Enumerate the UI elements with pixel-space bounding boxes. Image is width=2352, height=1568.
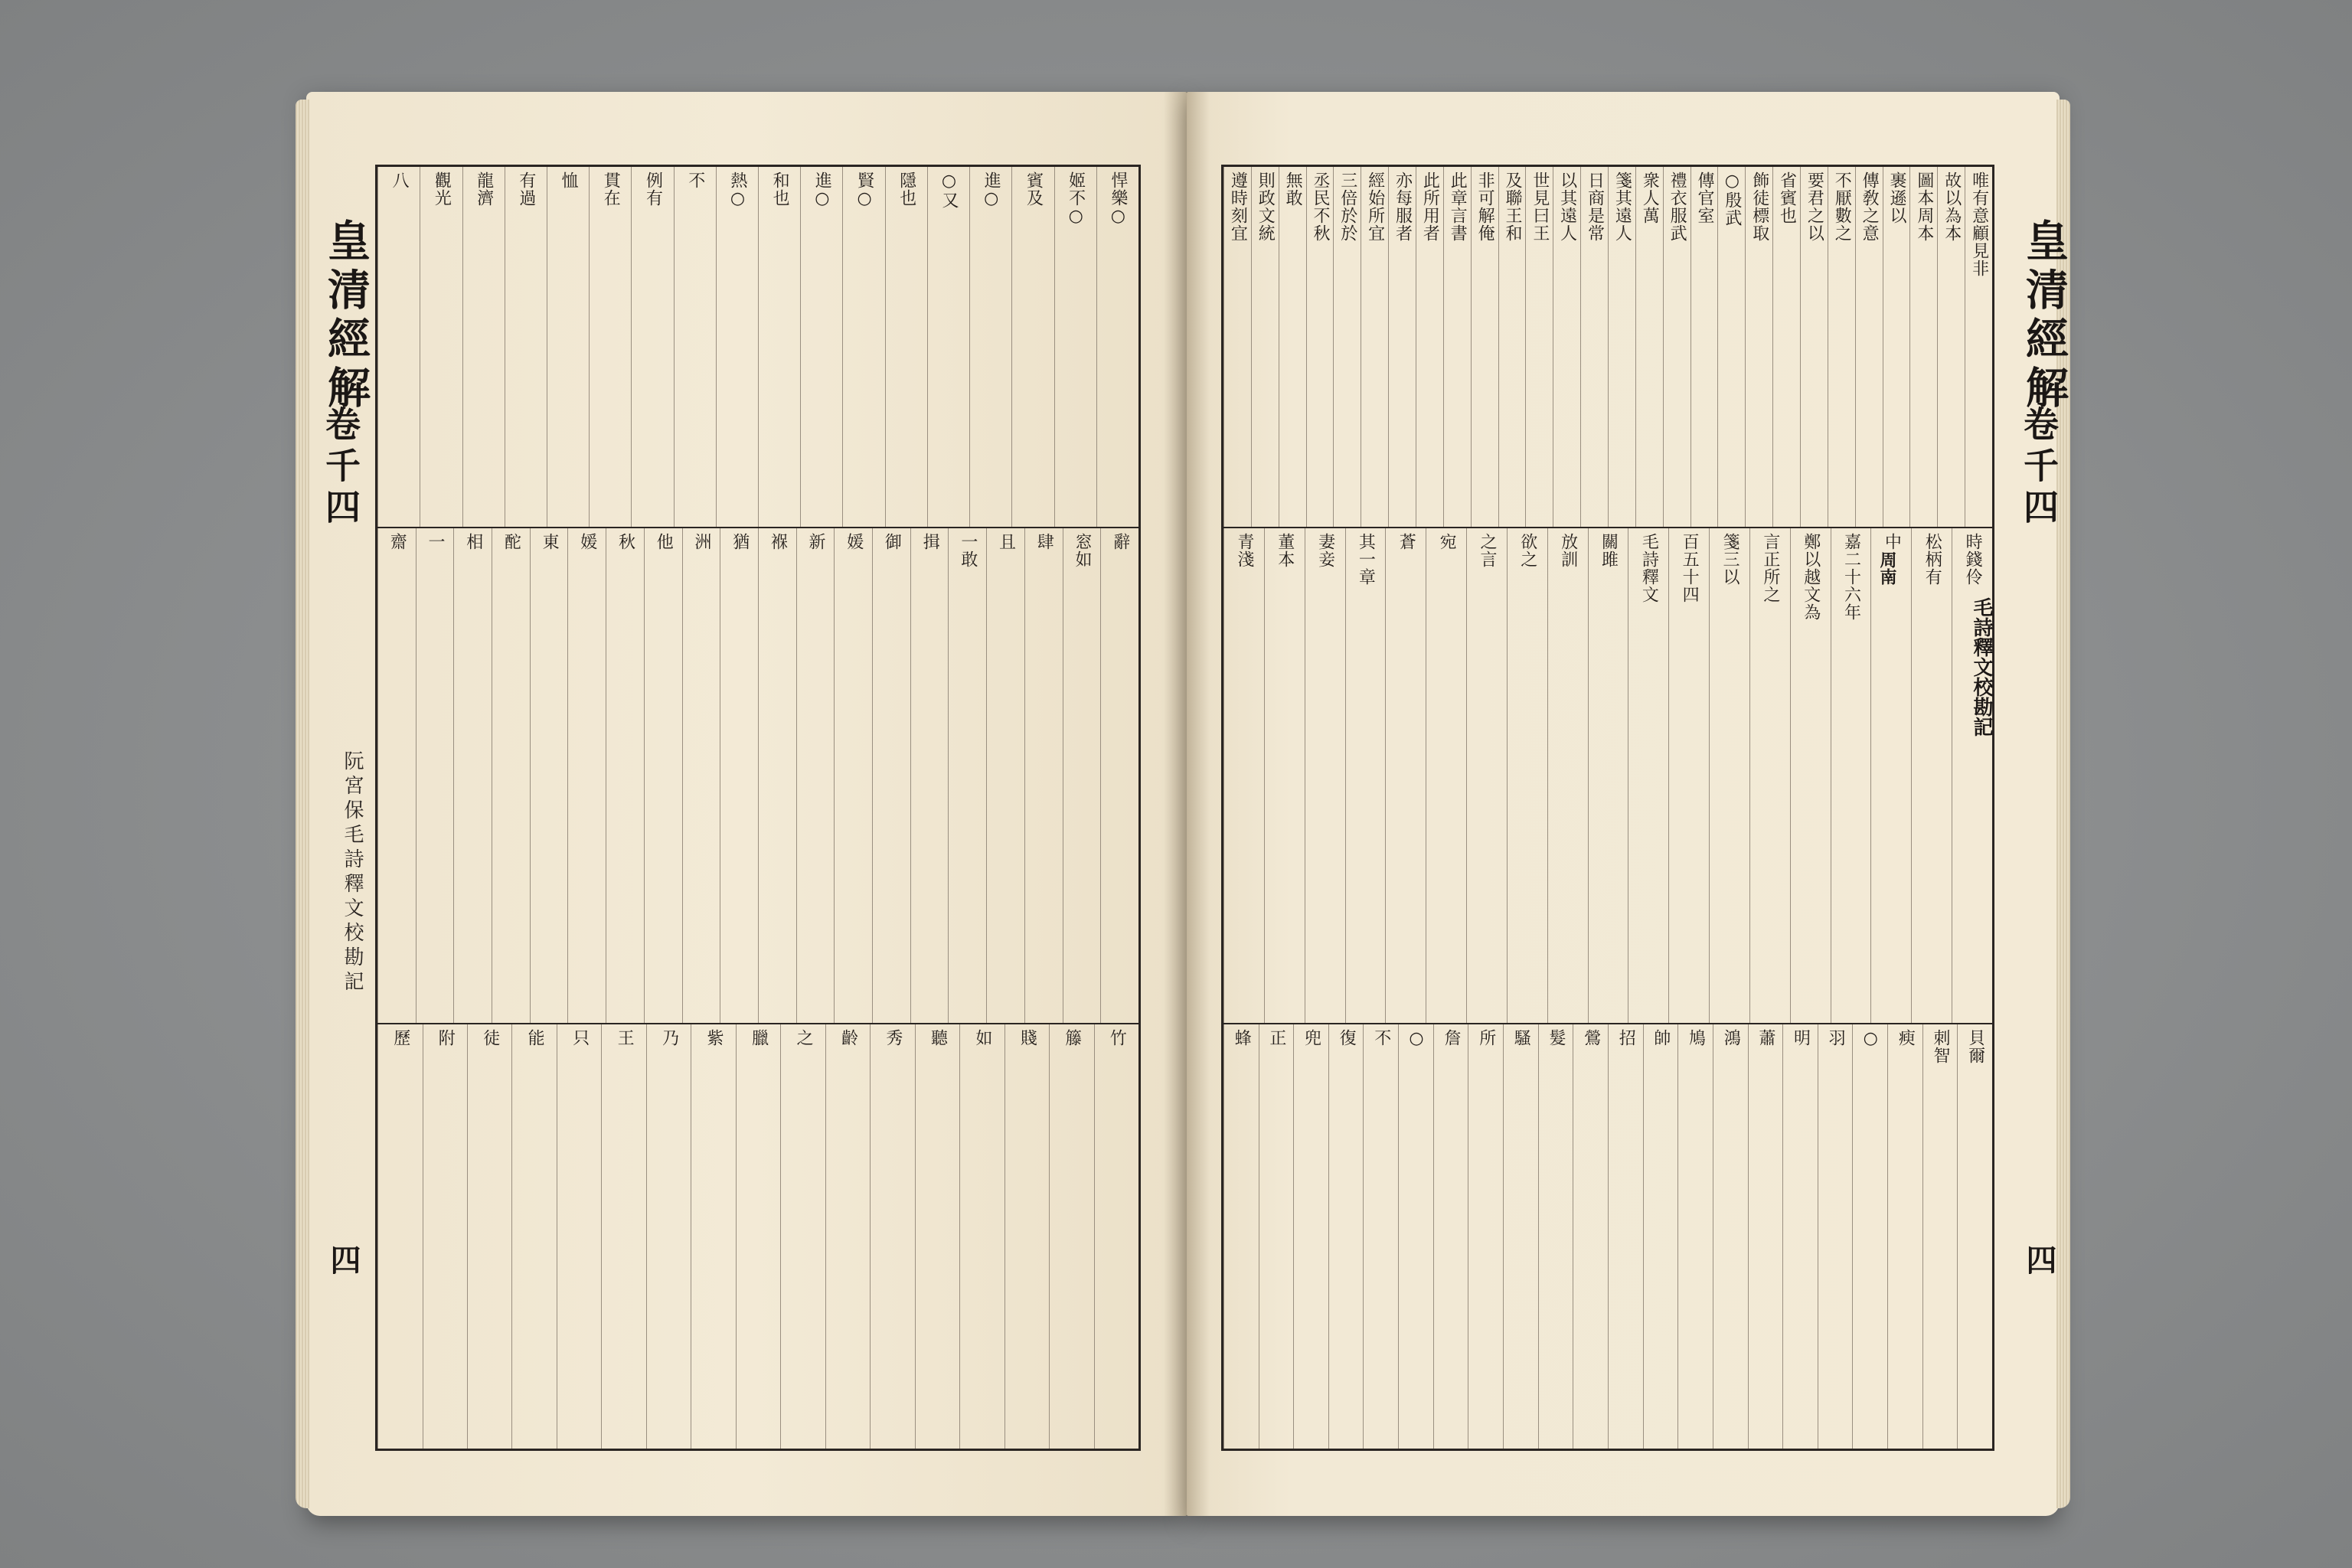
- text-column: 欲之: [1517, 533, 1537, 568]
- text-column: 媛: [844, 533, 864, 550]
- text-column: 裹遜以: [1886, 172, 1906, 224]
- text-column: 熱○: [727, 172, 747, 209]
- text-column: 酡: [501, 533, 521, 550]
- text-column: 一: [425, 533, 445, 550]
- text-column: 無敢: [1283, 172, 1303, 207]
- text-column: 衆人萬: [1640, 172, 1660, 224]
- text-column: 妻妾: [1315, 533, 1335, 568]
- left-text-frame: [375, 165, 1141, 1451]
- text-column: 恤: [559, 172, 579, 189]
- text-column: 故以為本: [1942, 172, 1962, 242]
- text-column: ○: [1860, 1029, 1880, 1049]
- text-column: 他: [654, 533, 674, 550]
- text-column: 之: [793, 1029, 813, 1047]
- text-column: 齋: [387, 533, 407, 550]
- text-column: 時錢伶: [1963, 533, 1983, 586]
- left-middle-register: [377, 528, 1138, 1023]
- text-column: 只: [570, 1029, 590, 1047]
- text-column: 新: [806, 533, 826, 550]
- right-bottom-register: [1223, 1024, 1992, 1449]
- text-column: 媛: [577, 533, 597, 550]
- text-column: 三倍於於: [1338, 172, 1357, 242]
- text-column: 如: [972, 1029, 992, 1047]
- text-column: 其一章: [1356, 533, 1376, 586]
- right-text-frame: [1221, 165, 1994, 1451]
- open-book: [306, 92, 2069, 1516]
- text-column: 能: [525, 1029, 545, 1047]
- text-column: 言正所之: [1760, 533, 1780, 603]
- text-column: 則政文統: [1256, 172, 1276, 242]
- text-column: 招: [1616, 1029, 1636, 1047]
- text-column: 此章言書: [1448, 172, 1468, 242]
- text-column: 宛: [1437, 533, 1457, 550]
- text-column: 毛詩釋文: [1639, 533, 1659, 603]
- text-column: 八: [390, 172, 410, 189]
- text-column: 放訓: [1558, 533, 1578, 568]
- text-column: 遵時刻宜: [1228, 172, 1248, 242]
- text-column: 肆: [1034, 533, 1054, 550]
- text-column: 松柄有: [1922, 533, 1942, 586]
- text-column: 賤: [1018, 1029, 1037, 1047]
- text-column: 刺智: [1931, 1029, 1951, 1064]
- text-column: 鳩: [1686, 1029, 1706, 1047]
- text-column: 要君之以: [1805, 172, 1824, 242]
- text-column: 經始所宜: [1365, 172, 1385, 242]
- text-column: 蜂: [1232, 1029, 1252, 1047]
- text-column: 明: [1791, 1029, 1811, 1047]
- text-column: 齡: [838, 1029, 858, 1047]
- text-column: 和也: [770, 172, 790, 207]
- text-column: 不厭數之: [1832, 172, 1852, 242]
- text-column: 竹: [1107, 1029, 1127, 1047]
- text-column: 關雎: [1599, 533, 1619, 568]
- text-column: 鴻: [1721, 1029, 1741, 1047]
- text-column: 以其遠人: [1557, 172, 1577, 242]
- text-column: 百五十四: [1680, 533, 1700, 603]
- left-bottom-register: [377, 1024, 1138, 1449]
- text-column: 賓及: [1024, 172, 1044, 207]
- right-volume-label: 卷千四: [2018, 406, 2060, 530]
- text-column: 嘉二十六年: [1841, 533, 1861, 621]
- text-column: 董本: [1275, 533, 1295, 568]
- text-column: 日商是常: [1585, 172, 1605, 242]
- text-column: 紫: [704, 1029, 724, 1047]
- text-column: 例有: [643, 172, 663, 207]
- text-column: 聽: [928, 1029, 948, 1047]
- text-column: 籐: [1062, 1029, 1082, 1047]
- text-column: 龍濟: [474, 172, 494, 207]
- text-column: 猶: [730, 533, 750, 550]
- text-column: 蕭: [1756, 1029, 1775, 1047]
- text-column: 及聯王和: [1502, 172, 1522, 242]
- text-column: 省賓也: [1777, 172, 1797, 224]
- text-column: 亦每服者: [1393, 172, 1413, 242]
- text-column: 歷: [390, 1029, 410, 1047]
- text-column: 東: [540, 533, 560, 550]
- text-column: 貫在: [601, 172, 621, 207]
- text-column: 褓: [768, 533, 788, 550]
- text-column: 洲: [691, 533, 711, 550]
- right-page: [1187, 92, 2069, 1516]
- text-column: 髮: [1546, 1029, 1566, 1047]
- text-column: 王: [615, 1029, 635, 1047]
- text-column: 禮衣服武: [1668, 172, 1687, 242]
- text-column: ○殷武: [1722, 172, 1742, 227]
- text-column: 辭: [1110, 533, 1130, 550]
- text-column: 飾徒標取: [1749, 172, 1769, 242]
- text-column: 中: [1882, 533, 1902, 550]
- text-column: 徒: [480, 1029, 500, 1047]
- text-column: 乃: [659, 1029, 679, 1047]
- text-column: 御: [882, 533, 902, 550]
- left-page-edges: [296, 100, 309, 1508]
- text-column: ○: [1406, 1029, 1426, 1049]
- text-column: 貝爾: [1965, 1029, 1985, 1064]
- text-column: 傳官室: [1694, 172, 1714, 224]
- left-series-title: 皇清經解: [321, 218, 371, 414]
- text-column: 揖: [920, 533, 940, 550]
- left-page: [306, 92, 1187, 1516]
- text-column: 附: [436, 1029, 456, 1047]
- text-column: 鶯: [1581, 1029, 1601, 1047]
- text-column: 不: [1371, 1029, 1391, 1047]
- text-column: 觀光: [432, 172, 452, 207]
- text-column: 有過: [516, 172, 536, 207]
- book-gutter: [1164, 92, 1210, 1516]
- right-folio-number: 四: [2021, 1244, 2057, 1275]
- text-column: 悍樂○: [1108, 172, 1128, 227]
- text-column: 姬不○: [1066, 172, 1086, 227]
- text-column: 蒼: [1396, 533, 1416, 550]
- text-column: 賢○: [854, 172, 874, 209]
- text-column: 所: [1476, 1029, 1496, 1047]
- right-series-title: 皇清經解: [2019, 218, 2069, 414]
- text-column: 隱也: [897, 172, 916, 207]
- left-top-register: [377, 167, 1138, 527]
- text-column: 傳敎之意: [1860, 172, 1880, 242]
- left-folio-number: 四: [325, 1244, 361, 1275]
- text-column: 臘: [749, 1029, 769, 1047]
- text-column: 非可解俺: [1475, 172, 1495, 242]
- text-column: 之言: [1477, 533, 1497, 568]
- text-column: 秀: [883, 1029, 903, 1047]
- text-column: 青淺: [1234, 533, 1254, 568]
- text-column: 進○: [982, 172, 1001, 209]
- text-column: 丞民不秋: [1310, 172, 1330, 242]
- text-column: 瘐: [1896, 1029, 1916, 1047]
- text-column: 騷: [1511, 1029, 1531, 1047]
- text-column: 秋: [616, 533, 635, 550]
- right-section-heading: 毛詩釋文校勘記: [1970, 597, 1993, 737]
- text-column: 羽: [1826, 1029, 1846, 1047]
- text-column: 圖本周本: [1914, 172, 1934, 242]
- text-column: 帥: [1651, 1029, 1671, 1047]
- text-column: 唯有意顧見非: [1969, 172, 1989, 277]
- text-column: 進○: [812, 172, 832, 209]
- text-column: 不: [685, 172, 705, 189]
- left-colophon: 阮宮保毛詩釋文校勘記: [341, 750, 364, 995]
- text-column: 世見曰王: [1530, 172, 1550, 242]
- right-section-label: 周南: [1877, 551, 1897, 585]
- text-column: 相: [463, 533, 483, 550]
- text-column: 詹: [1442, 1029, 1462, 1047]
- text-column: 此所用者: [1420, 172, 1440, 242]
- text-column: 且: [996, 533, 1016, 550]
- text-column: 箋三以: [1720, 533, 1740, 586]
- right-top-register: [1223, 167, 1992, 527]
- text-column: 一敢: [958, 533, 978, 568]
- text-column: 窓如: [1072, 533, 1092, 568]
- right-middle-register: [1223, 528, 1992, 1023]
- text-column: 箋其遠人: [1612, 172, 1632, 242]
- text-column: 鄭以越文為: [1801, 533, 1821, 621]
- text-column: 復: [1337, 1029, 1357, 1047]
- text-column: ○又: [939, 172, 959, 209]
- text-column: 兜: [1302, 1029, 1321, 1047]
- left-volume-label: 卷千四: [320, 406, 361, 530]
- text-column: 正: [1266, 1029, 1286, 1047]
